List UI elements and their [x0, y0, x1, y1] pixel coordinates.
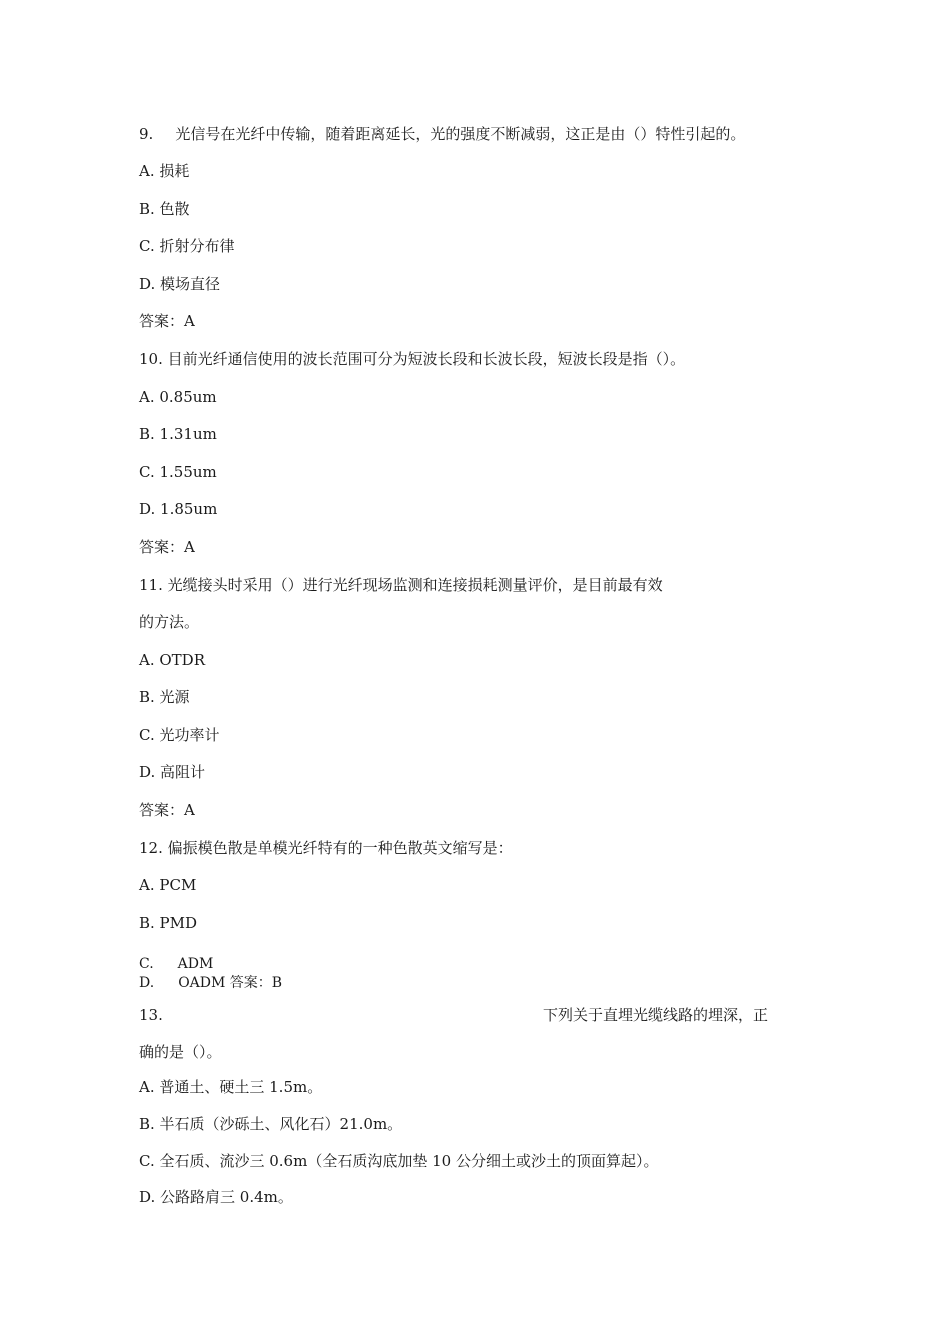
- question-9-answer: 答案：A: [139, 312, 195, 330]
- question-13-option-d: D. 公路路肩三 0.4m。: [139, 1188, 293, 1206]
- question-12-option-c: [139, 955, 213, 973]
- question-10-option-b: B. 1.31um: [139, 425, 217, 443]
- question-12-option-b: B. PMD: [139, 914, 198, 932]
- question-13-option-a: A. 普通土、硬土三 1.5m。: [139, 1078, 323, 1096]
- question-9-option-b: B. 色散: [139, 200, 190, 218]
- question-13-option-c: C. 全石质、流沙三 0.6m（全石质沟底加垫 10 公分细土或沙土的顶面算起）。: [139, 1152, 659, 1170]
- question-11-answer: 答案：A: [139, 801, 195, 819]
- question-11-option-a: A. OTDR: [139, 651, 205, 669]
- question-11-stem-line2: 的方法。: [139, 613, 200, 631]
- question-9-option-d: D. 模场直径: [139, 275, 221, 293]
- question-11-option-c: C. 光功率计: [139, 726, 220, 744]
- question-10-option-c: C. 1.55um: [139, 463, 217, 481]
- question-9-text: 光信号在光纤中传输，随着距离延长，光的强度不断减弱，这正是由（）特性引起的。: [175, 125, 746, 143]
- question-12-option-d-text: OADM 答案：B: [178, 975, 283, 991]
- question-12-stem: 12. 偏振模色散是单模光纤特有的一种色散英文缩写是：: [139, 839, 513, 857]
- question-11-option-b: B. 光源: [139, 688, 190, 706]
- question-12-option-a: A. PCM: [139, 876, 197, 894]
- question-13-stem-line2: 确的是（）。: [139, 1043, 222, 1061]
- question-10-option-a: A. 0.85um: [139, 388, 217, 406]
- question-9-stem: [139, 124, 745, 144]
- question-12-option-d-letter: D.: [139, 975, 155, 991]
- question-12-option-c-text: ADM: [177, 956, 214, 972]
- question-12-option-c-letter: C.: [139, 956, 154, 972]
- question-10-answer: 答案：A: [139, 538, 195, 556]
- question-9-option-c: C. 折射分布律: [139, 237, 235, 255]
- question-10-option-d: D. 1.85um: [139, 500, 218, 518]
- question-13-stem-line1: 下列关于直埋光缆线路的埋深，正: [543, 1006, 769, 1024]
- question-9-option-a: A. 损耗: [139, 162, 190, 180]
- question-13-number: 13.: [139, 1006, 163, 1024]
- question-12-option-d: [139, 974, 282, 992]
- question-10-stem: 10. 目前光纤通信使用的波长范围可分为短波长段和长波长段，短波长段是指（）。: [139, 350, 686, 368]
- question-13-option-b: B. 半石质（沙砾土、风化石）21.0m。: [139, 1115, 403, 1133]
- question-9-number: 9.: [139, 125, 154, 143]
- question-11-stem-line1: 11. 光缆接头时采用（）进行光纤现场监测和连接损耗测量评价，是目前最有效: [139, 576, 663, 594]
- question-11-option-d: D. 高阻计: [139, 763, 206, 781]
